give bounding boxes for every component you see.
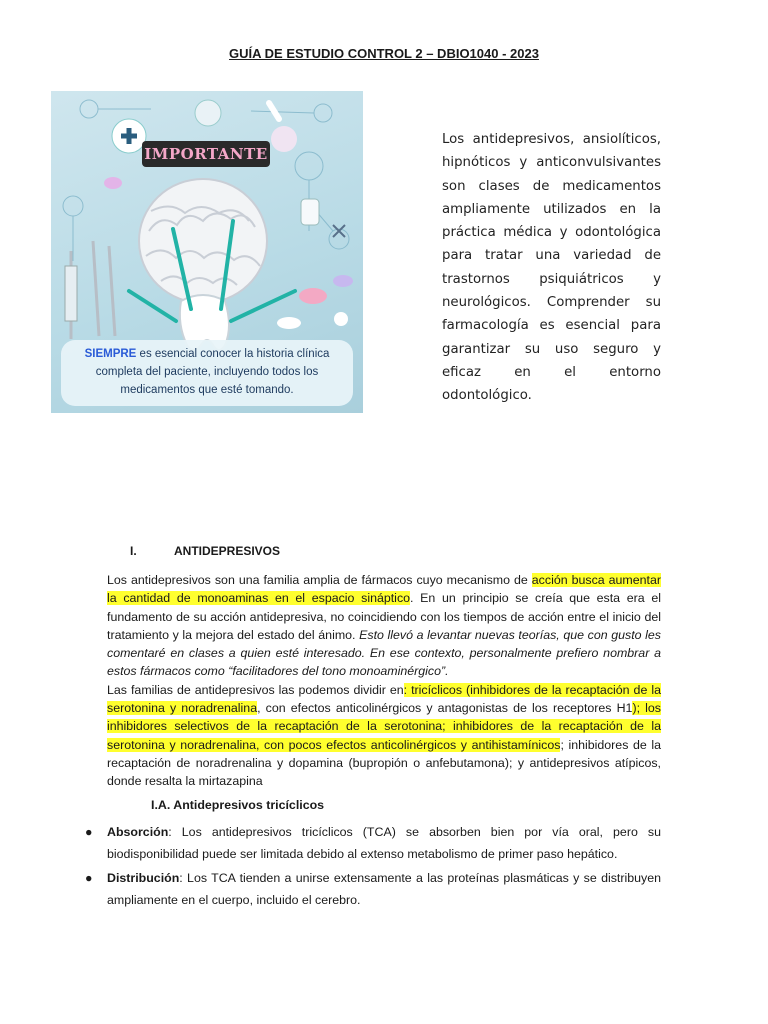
highlighted-text: acción busca aumentar la cantidad de monoaminas en el espacio sináptico [107, 573, 661, 606]
section-body [107, 571, 661, 791]
bullet-text: : Los TCA tienden a unirse extensamente a las proteínas plasmáticas y se distribuyen ampliamente en el cuerpo, incluido el cerebro. [107, 871, 661, 907]
paragraph-1-text: Los antidepresivos son una familia amplia de fármacos cuyo mecanismo de [107, 573, 532, 587]
document-title: GUÍA DE ESTUDIO CONTROL 2 – DBIO1040 - 2023 [229, 46, 539, 61]
bullet-text: : Los antidepresivos tricíclicos (TCA) se absorben bien por vía oral, pero su biodisponibilidad puede ser limitada debido al extenso metabolismo de primer paso hepático. [107, 825, 661, 861]
paragraph-2-text-cont: , con efectos anticolinérgicos y antagonistas de los receptores H1 [257, 701, 633, 716]
caption-highlight: SIEMPRE [84, 348, 137, 360]
bullet-label: Absorción [107, 825, 169, 839]
bullet-list [80, 821, 661, 913]
section-number: I. [130, 544, 137, 558]
caption-text: es esencial conocer la historia clínica completa del paciente, incluyendo todos los medicamentos que esté tomando. [95, 348, 330, 396]
bullet-label: Distribución [107, 871, 180, 885]
subsection-title: I.A. Antidepresivos tricíclicos [151, 798, 325, 812]
intro-paragraph: Los antidepresivos, ansiolíticos, hipnóticos y anticonvulsivantes son clases de medicamentos ampliamente utilizados en la práctica médica y odontológica para tratar una variedad de trastornos psiquiátricos y neurológicos. Comprender su farmacología es esencial para garantizar su uso seguro y eficaz en el entorno odontológico. [442, 132, 661, 404]
list-item [80, 821, 661, 865]
importante-banner: IMPORTANTE [142, 141, 270, 167]
illustration-image [51, 91, 363, 413]
paragraph-1-text-cont: . En un principio se creía que esta era el fundamento de su acción antidepresiva, no coincidiendo con los tiempos de acción entre el inicio del tratamiento y la mejora del estado del ánimo. [107, 591, 661, 642]
illustration-caption [61, 340, 353, 406]
paragraph-2-text: Las familias de antidepresivos las podemos dividir en [107, 682, 404, 697]
bullet-icon: ● [85, 825, 93, 839]
paragraph-1-italic: Esto llevó a levantar nuevas teorías, que con gusto les comentaré en clases a quien esté interesado. En ese contexto, personalmente prefiero nombrar a estos fármacos como “facilitadores del tono monoaminérgico”. [107, 627, 661, 679]
paragraph-2-text-end: ; inhibidores de la recaptación de noradrenalina y dopamina (bupropión o anfebutamona); y antidepresivos atípicos, donde resalta la mirtazapina [107, 737, 662, 789]
bullet-icon: ● [85, 871, 93, 885]
list-item [80, 867, 661, 911]
highlighted-text: : tricíclicos (inhibidores de la recaptación de la serotonina y noradrenalina [107, 682, 661, 716]
section-title: ANTIDEPRESIVOS [174, 544, 281, 558]
highlighted-text: ); los inhibidores selectivos de la recaptación de la serotonina; inhibidores de la recaptación de la serotonina y noradrenalina, con pocos efectos anticolinérgicos y antihistamínicos [107, 701, 661, 752]
